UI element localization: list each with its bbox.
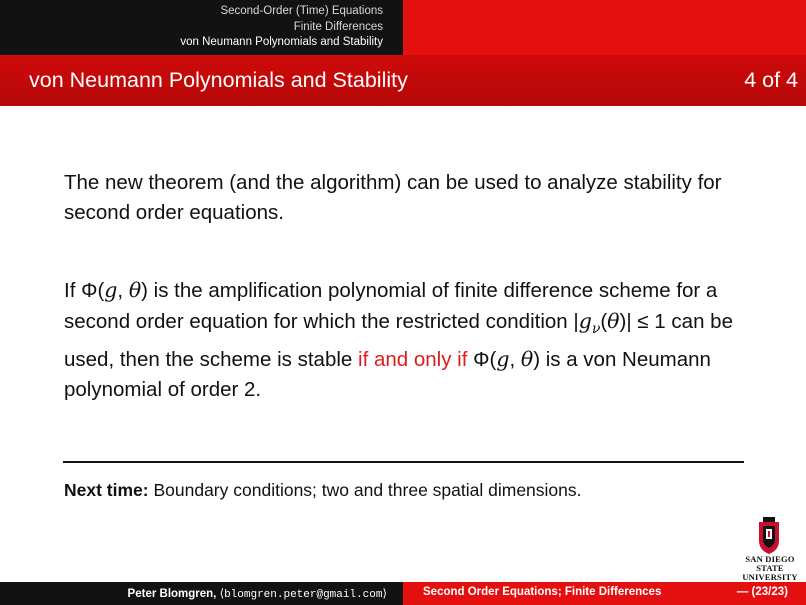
header-left-panel [0, 0, 403, 55]
nav-current-subsection-link[interactable]: von Neumann Polynomials and Stability [180, 36, 383, 48]
slide-title: von Neumann Polynomials and Stability [29, 68, 408, 92]
math-theta: θ [128, 278, 142, 302]
p2-text-c: Φ( [467, 348, 497, 372]
sdsu-logo [736, 517, 804, 582]
next-time-text: Boundary conditions; two and three spatial dimensions. [148, 480, 582, 500]
next-time-note [64, 480, 582, 501]
footer-right-panel [403, 582, 806, 605]
math-g-2: g [496, 347, 510, 372]
p2-cond-end: )| ≤ 1 [619, 310, 666, 333]
p2-paren: ( [600, 310, 608, 333]
slide-page-indicator: 4 of 4 [744, 68, 798, 92]
math-theta-2: θ [520, 347, 534, 372]
logo-line-2: UNIVERSITY [742, 572, 798, 582]
p2-text-b: can be used, then the scheme is stable [64, 310, 733, 372]
highlight-if-and-only-if: if and only if [358, 348, 468, 372]
math-theta-cond: θ [607, 309, 620, 333]
footer-email[interactable]: blomgren.peter@gmail.com [224, 589, 383, 601]
math-g: g [104, 278, 118, 302]
p2-comma-2: , [509, 348, 521, 372]
p2-text-a: If Φ( [64, 279, 105, 302]
footer-email-close: ⟩ [382, 588, 387, 600]
footer-email-open: ⟨ [216, 588, 225, 600]
slide-title-bar [0, 55, 806, 106]
footer-slide-number: — (23/23) [736, 586, 788, 598]
p2-text-a-end: ) is the amplification polynomial of finite difference scheme for a second order equation for which the restricted condition | [64, 279, 718, 333]
footer-course-title: Second Order Equations; Finite Differences [423, 586, 662, 598]
next-time-label: Next time: [64, 480, 149, 500]
footer-left-panel [0, 582, 403, 605]
nav-subsection-link[interactable]: Finite Differences [293, 20, 383, 33]
paragraph-theorem-use: The new theorem (and the algorithm) can be used to analyze stability for second order equations. [64, 171, 722, 224]
math-nu-subscript: ν [591, 321, 601, 338]
footer-author: Peter Blomgren, [127, 588, 217, 600]
header-right-panel [403, 0, 806, 55]
p2-comma: , [117, 279, 129, 302]
math-g-nu: g [578, 309, 592, 333]
nav-section-link[interactable]: Second-Order (Time) Equations [220, 5, 383, 17]
sdsu-shield-icon [756, 517, 782, 555]
paragraph-stability-condition [64, 275, 754, 405]
horizontal-divider [63, 461, 744, 463]
section-navigation [180, 4, 383, 51]
footer-author-info [0, 586, 387, 601]
p2-text-d: ) is a von Neumann polynomial of order 2. [64, 348, 711, 402]
sdsu-logo-text [736, 555, 804, 582]
logo-line-1: SAN DIEGO STATE [745, 554, 795, 573]
